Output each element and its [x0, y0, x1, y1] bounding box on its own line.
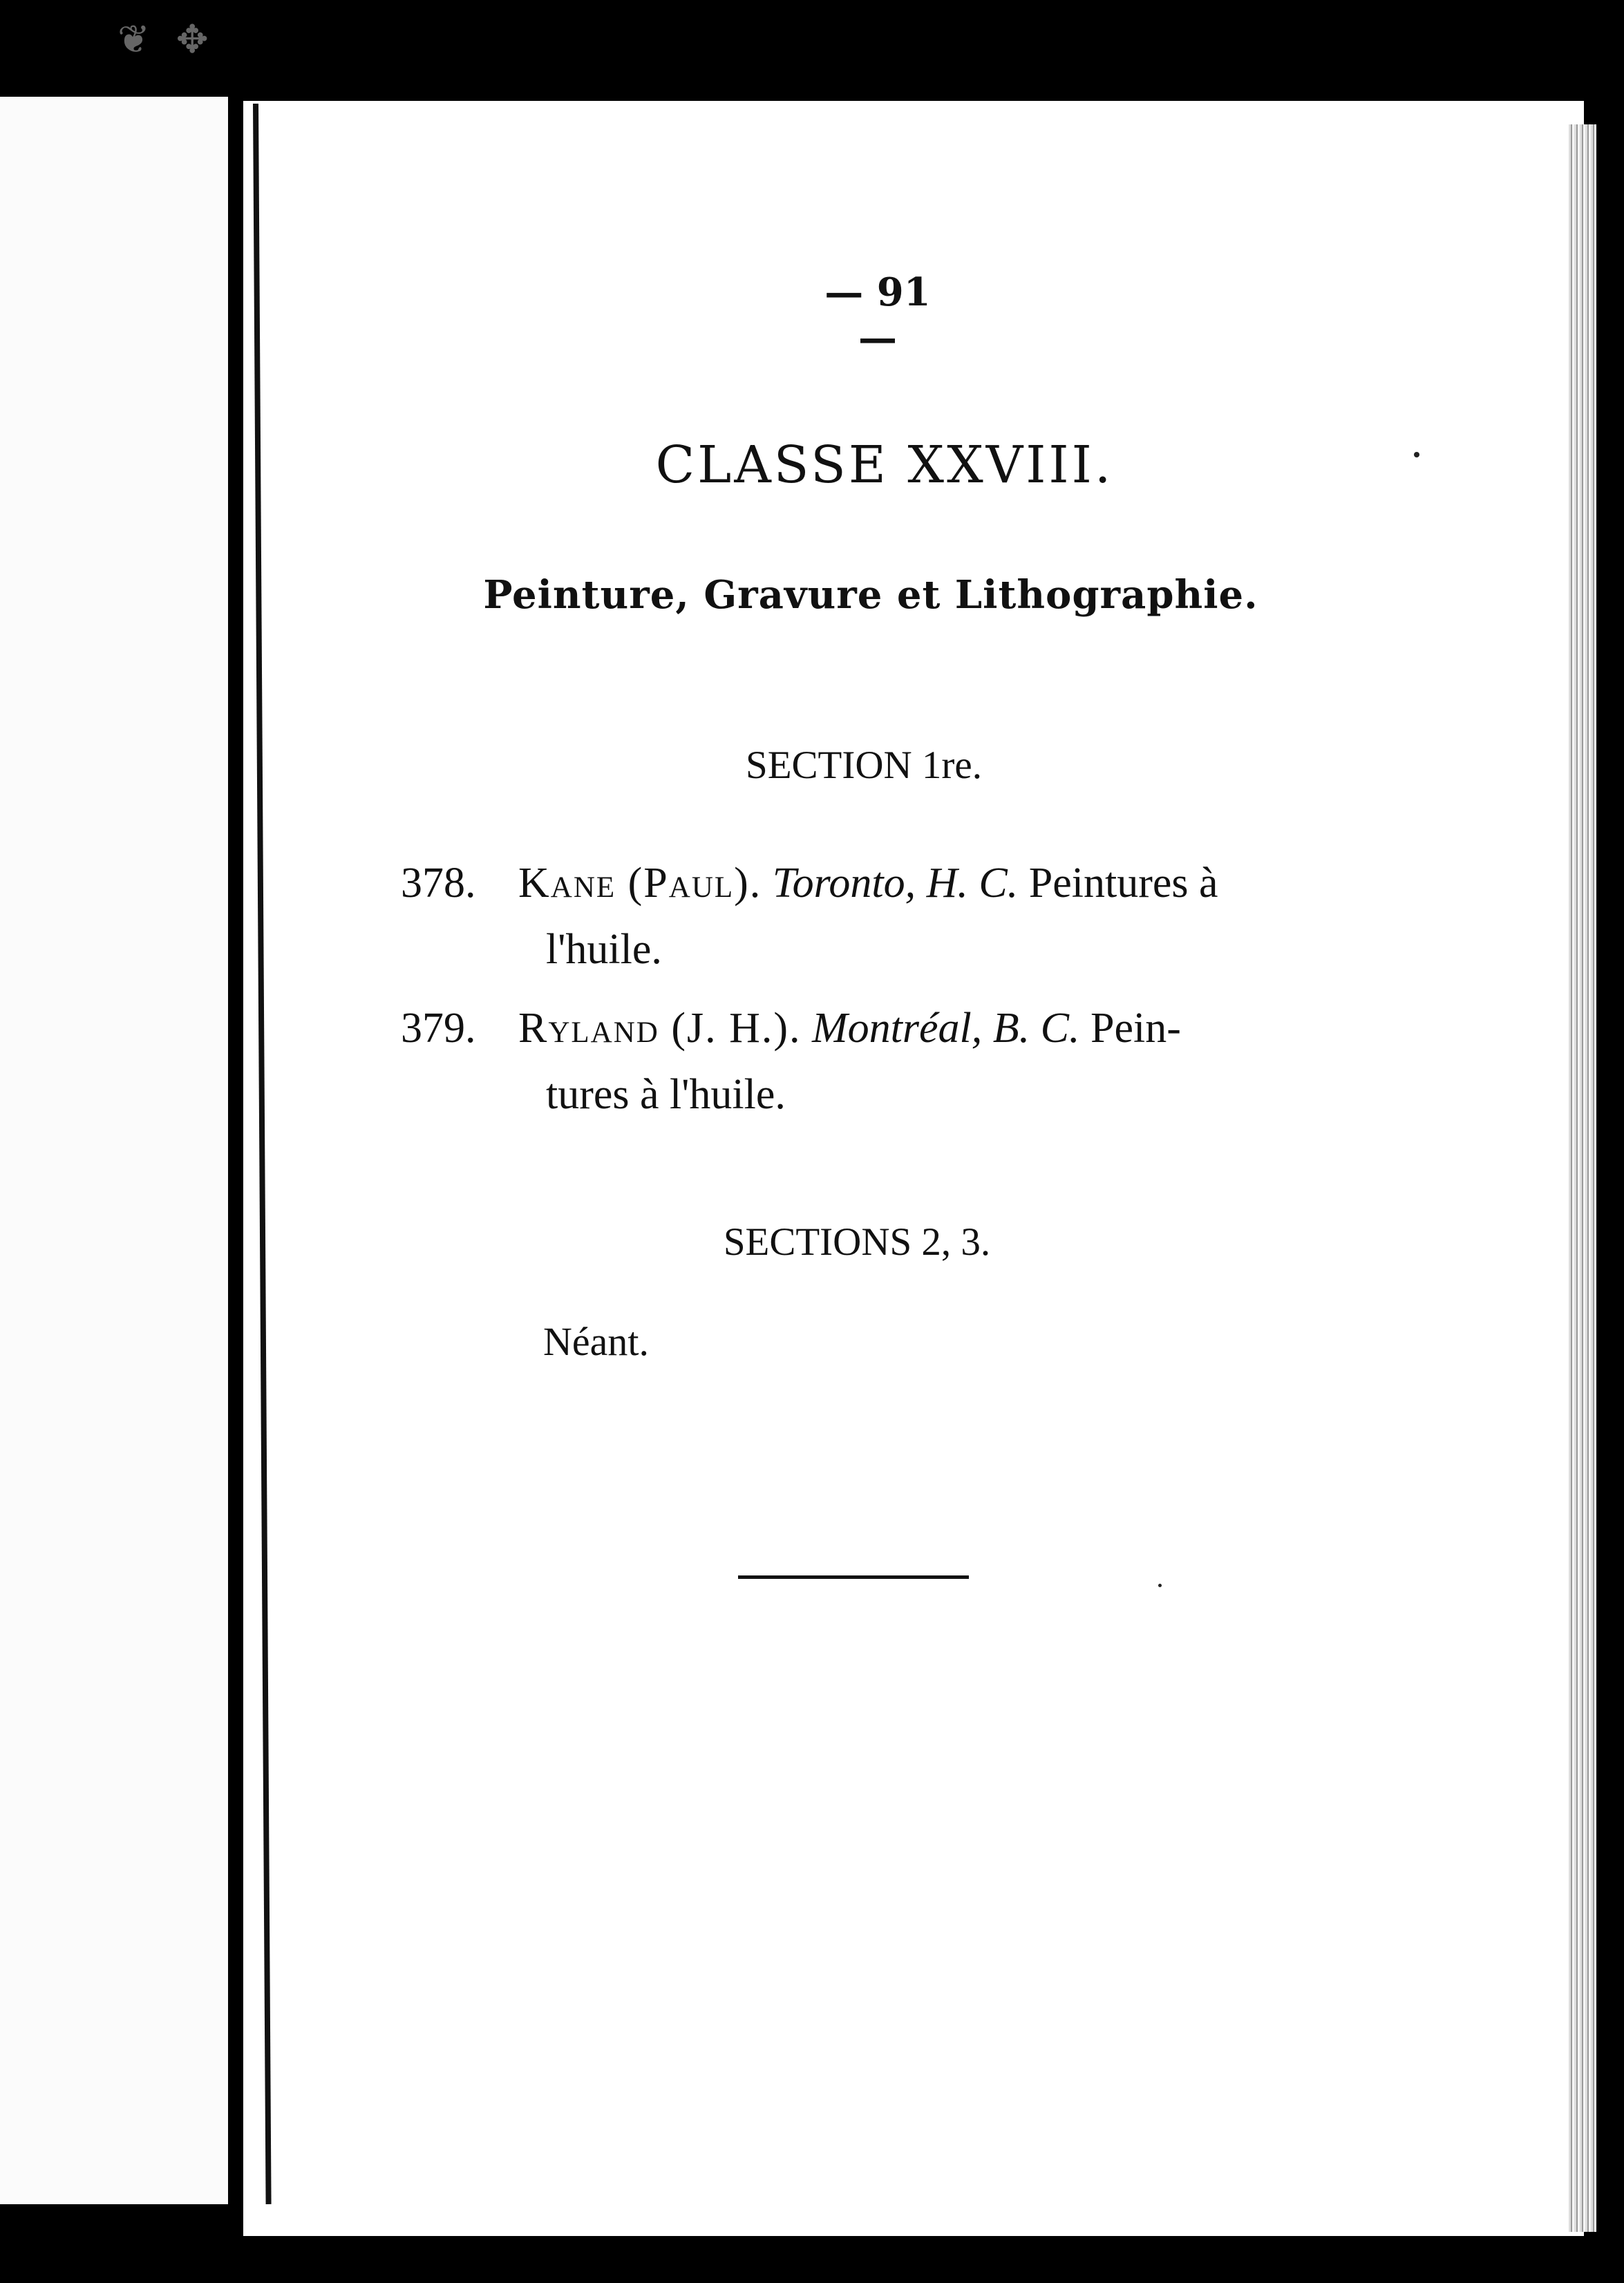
exhibitor-name: Kane (Paul).	[518, 860, 762, 907]
sections-2-3-heading: SECTIONS 2, 3.	[723, 1220, 991, 1264]
entry-description-continuation: l'huile.	[546, 926, 662, 973]
entry-description: Peintures à	[1028, 860, 1218, 907]
entry-number: 378.	[401, 860, 476, 907]
class-title: CLASSE XXVIII.	[655, 435, 1114, 495]
nil-entry-text: Néant.	[543, 1319, 649, 1364]
exhibitor-name: Ryland (J. H.).	[518, 1005, 802, 1052]
class-subtitle: Peinture, Gravure et Lithographie.	[483, 572, 1258, 618]
entry-number: 379.	[401, 1005, 476, 1052]
entry-description-continuation: tures à l'huile.	[546, 1071, 786, 1118]
section-end-rule	[738, 1575, 969, 1579]
entry-line	[518, 996, 1361, 1060]
entry-line	[518, 851, 1361, 915]
exhibitor-place: Montréal, B. C.	[812, 1005, 1080, 1052]
section-1-heading: SECTION 1re.	[746, 743, 982, 787]
page-number: — 91 —	[824, 269, 931, 361]
bookplate-stamp-icon: ❦ ✥	[117, 17, 216, 62]
exhibitor-place: Toronto, H. C.	[772, 860, 1019, 907]
entry-description: Pein-	[1090, 1005, 1181, 1052]
